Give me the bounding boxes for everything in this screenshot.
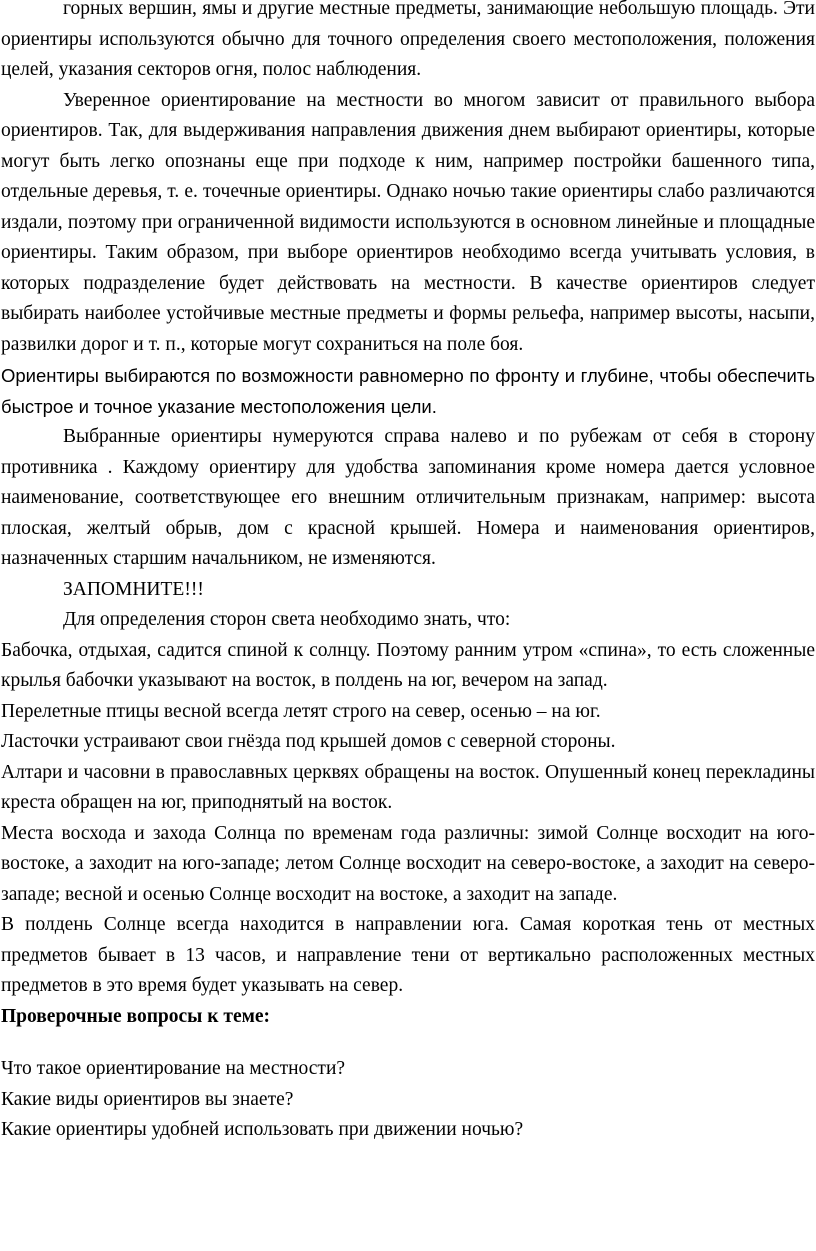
remember-heading: ЗАПОМНИТЕ!!! bbox=[63, 578, 204, 600]
paragraph-landmark-numbering: Выбранные ориентиры нумеруются справа налево и по рубежам от себя в сторону противника . Каждому ориентиру для удобства запоминания кроме номера дается условное наименование, соответствующее его внешним отличительным признакам, например: высота плоская, желтый обрыв, дом с красной крышей. Номера и наименования ориентиров, назначенных старшим начальником, не изменяются. bbox=[1, 426, 815, 569]
paragraph-sunrise-sunset: Места восхода и захода Солнца по временам года различны: зимой Солнце восходит на юго-востоке, а заходит на юго-западе; летом Солнце восходит на северо-востоке, а заходит на северо-западе; весной и осенью Солнце восходит на востоке, а заходит на западе. bbox=[1, 822, 815, 905]
paragraph-butterfly: Бабочка, отдыхая, садится спиной к солнцу. Поэтому ранним утром «спина», то есть сложенные крылья бабочки указывают на восток, в полдень на юг, вечером на запад. bbox=[1, 639, 815, 691]
question-item: Какие ориентиры удобней использовать при движении ночью? bbox=[1, 1119, 524, 1140]
paragraph-churches: Алтари и часовни в православных церквях обращены на восток. Опушенный конец перекладины креста обращен на юг, приподнятый на восток. bbox=[1, 761, 815, 813]
questions-heading: Проверочные вопросы к теме: bbox=[1, 1005, 271, 1027]
paragraph-birds: Перелетные птицы весной всегда летят строго на север, осенью – на юг. bbox=[1, 700, 601, 722]
paragraph-landmark-selection: Уверенное ориентирование на местности во многом зависит от правильного выбора ориентиров. Так, для выдерживания направления движения днем выбирают ориентиры, которые могут быть легко опознаны еще при подходе к ним, например постройки башенного типа, отдельные деревья, т. е. точечные ориентиры. Однако ночью такие ориентиры слабо различаются издали, поэтому при ограниченной видимости используются в основном линейные и площадные ориентиры. Таким образом, при выборе ориентиров необходимо всегда учитывать условия, в которых подразделение будет действовать на местности. В качестве ориентиров следует выбирать наиболее устойчивые местные предметы и формы рельефа, например высоты, насыпи, развилки дорог и т. п., которые могут сохраниться на поле боя. bbox=[1, 89, 815, 355]
paragraph-landmark-distribution: Ориентиры выбираются по возможности равномерно по фронту и глубине, чтобы обеспечить быстрое и точное указание местоположения цели. bbox=[1, 365, 815, 417]
paragraph-landmark-usage: горных вершин, ямы и другие местные предметы, занимающие небольшую площадь. Эти ориентиры используются обычно для точного определения своего местоположения, положения целей, указания секторов огня, полос наблюдения. bbox=[1, 0, 815, 80]
paragraph-cardinal-intro: Для определения сторон света необходимо знать, что: bbox=[63, 609, 511, 630]
spacer bbox=[1, 1032, 815, 1054]
paragraph-noon-shadow: В полдень Солнце всегда находится в направлении юга. Самая короткая тень от местных предметов бывает в 13 часов, и направление тени от вертикально расположенных местных предметов в это время будет указывать на север. bbox=[1, 914, 815, 996]
paragraph-swallows: Ласточки устраивают свои гнёзда под крышей домов с северной стороны. bbox=[1, 731, 616, 752]
question-item: Какие виды ориентиров вы знаете? bbox=[1, 1088, 294, 1110]
question-item: Что такое ориентирование на местности? bbox=[1, 1058, 346, 1079]
